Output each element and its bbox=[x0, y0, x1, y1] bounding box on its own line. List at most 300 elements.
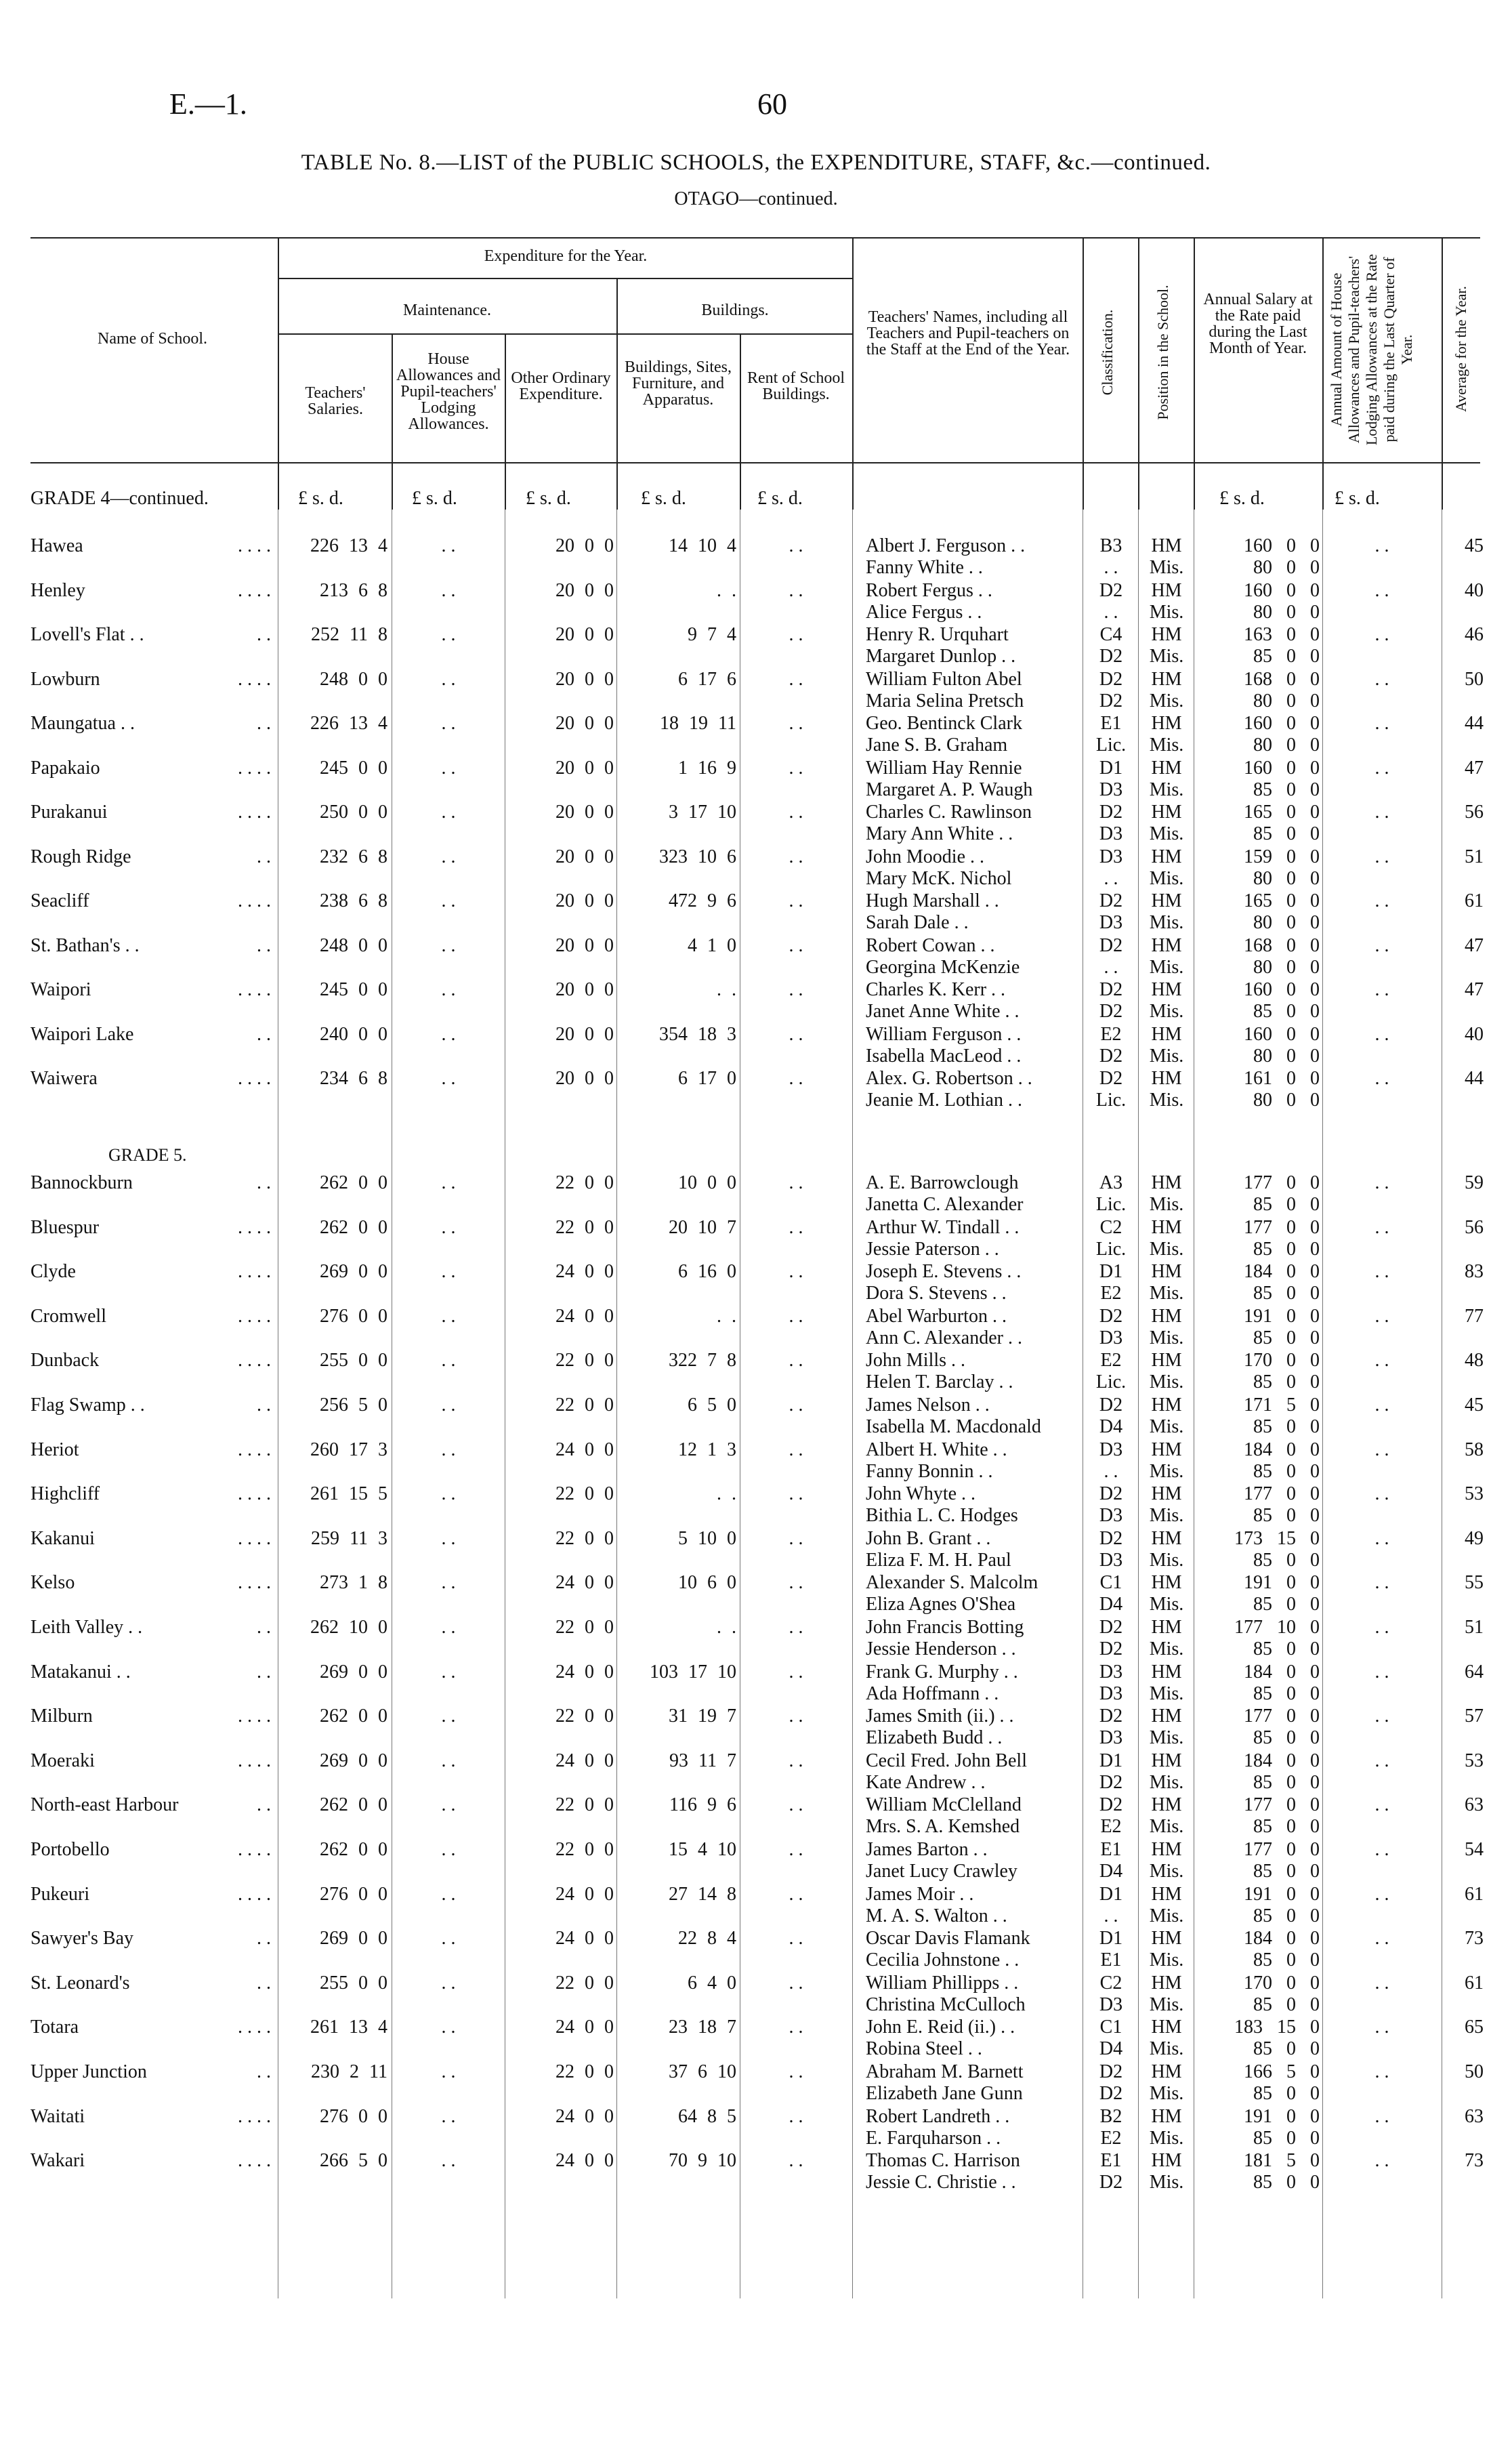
leader-dots: . . . . bbox=[238, 1439, 271, 1460]
average-attendance: 49 bbox=[1465, 1527, 1484, 1549]
head-salary: 177 10 0 bbox=[1234, 1617, 1320, 1638]
head-classification: E1 bbox=[1100, 1839, 1122, 1860]
head-position: HM bbox=[1151, 802, 1182, 823]
head-classification: D2 bbox=[1099, 979, 1123, 1000]
leader-dots: . . bbox=[257, 1172, 271, 1193]
head-teacher-name: John Whyte . . bbox=[866, 1483, 976, 1505]
school-name: Papakaio bbox=[30, 757, 100, 779]
house-allowances: . . bbox=[441, 535, 456, 556]
teachers-salaries: 276 0 0 bbox=[320, 1305, 387, 1327]
header-teachers-salaries: Teachers' Salaries. bbox=[305, 384, 366, 418]
school-name: Seacliff bbox=[30, 890, 89, 911]
buildings-expenditure: 354 18 3 bbox=[659, 1023, 736, 1045]
assistant-classification: D2 bbox=[1099, 1045, 1123, 1067]
other-expenditure: 24 0 0 bbox=[555, 1439, 614, 1460]
buildings-expenditure: 4 1 0 bbox=[688, 934, 736, 956]
assistant-teacher-name: Fanny White . . bbox=[866, 557, 983, 578]
rent: . . bbox=[789, 1661, 803, 1682]
house-allowances: . . bbox=[441, 2017, 456, 2038]
other-expenditure: 24 0 0 bbox=[555, 2105, 614, 2127]
rent: . . bbox=[789, 1172, 803, 1193]
rent: . . bbox=[789, 535, 803, 556]
average-attendance: 56 bbox=[1465, 802, 1484, 823]
head-classification: D2 bbox=[1099, 2061, 1123, 2082]
leader-dots: . . bbox=[257, 1617, 271, 1638]
average-attendance: 63 bbox=[1465, 2105, 1484, 2127]
head-position: HM bbox=[1151, 1350, 1182, 1371]
school-name: Maungatua . . bbox=[30, 713, 135, 734]
head-salary: 163 0 0 bbox=[1244, 624, 1320, 645]
other-expenditure: 20 0 0 bbox=[555, 979, 614, 1000]
head-salary: 165 0 0 bbox=[1244, 890, 1320, 911]
average-attendance: 61 bbox=[1465, 1972, 1484, 1994]
assistant-salary: 85 0 0 bbox=[1253, 1994, 1320, 2015]
col-divider bbox=[1322, 510, 1323, 2298]
annual-allowances: . . bbox=[1374, 668, 1389, 690]
other-expenditure: 20 0 0 bbox=[555, 535, 614, 556]
head-teacher-name: Alex. G. Robertson . . bbox=[866, 1068, 1032, 1089]
assistant-teacher-name: Elizabeth Jane Gunn bbox=[866, 2083, 1023, 2104]
assistant-position: Mis. bbox=[1149, 1949, 1184, 1971]
assistant-salary: 80 0 0 bbox=[1253, 956, 1320, 978]
buildings-expenditure: 18 19 11 bbox=[660, 713, 736, 734]
assistant-position: Mis. bbox=[1149, 2172, 1184, 2193]
head-position: HM bbox=[1151, 1794, 1182, 1816]
buildings-expenditure: . . bbox=[717, 979, 736, 1000]
teachers-salaries: 266 5 0 bbox=[320, 2150, 387, 2172]
annual-allowances: . . bbox=[1374, 579, 1389, 601]
head-position: HM bbox=[1151, 1617, 1182, 1638]
header-buildings-sites: Buildings, Sites, Furniture, and Apparatus. bbox=[624, 358, 732, 409]
average-attendance: 47 bbox=[1465, 934, 1484, 956]
head-position: HM bbox=[1151, 1216, 1182, 1238]
head-classification: E2 bbox=[1100, 1350, 1122, 1371]
assistant-salary: 85 0 0 bbox=[1253, 1238, 1320, 1260]
assistant-teacher-name: E. Farquharson . . bbox=[866, 2127, 1001, 2149]
assistant-salary: 85 0 0 bbox=[1253, 1505, 1320, 1527]
head-salary: 184 0 0 bbox=[1244, 1928, 1320, 1949]
other-expenditure: 20 0 0 bbox=[555, 1023, 614, 1045]
head-classification: D2 bbox=[1099, 1527, 1123, 1549]
head-position: HM bbox=[1151, 2105, 1182, 2127]
head-position: HM bbox=[1151, 1172, 1182, 1193]
leader-dots: . . . . bbox=[238, 1527, 271, 1549]
buildings-expenditure: 5 10 0 bbox=[678, 1527, 736, 1549]
assistant-classification: . . bbox=[1104, 601, 1118, 623]
other-expenditure: 20 0 0 bbox=[555, 624, 614, 645]
head-classification: D2 bbox=[1099, 1068, 1123, 1089]
assistant-classification: D4 bbox=[1099, 1861, 1123, 1882]
rent: . . bbox=[789, 1395, 803, 1416]
teachers-salaries: 234 6 8 bbox=[320, 1068, 387, 1089]
col-divider bbox=[392, 333, 393, 510]
assistant-position: Mis. bbox=[1149, 1194, 1184, 1215]
head-classification: D1 bbox=[1099, 1883, 1123, 1905]
col-divider bbox=[1138, 510, 1139, 2298]
leader-dots: . . bbox=[257, 1972, 271, 1994]
other-expenditure: 20 0 0 bbox=[555, 934, 614, 956]
head-position: HM bbox=[1151, 1706, 1182, 1727]
assistant-teacher-name: Isabella MacLeod . . bbox=[866, 1045, 1022, 1067]
assistant-classification: Lic. bbox=[1095, 735, 1127, 756]
leader-dots: . . . . bbox=[238, 1883, 271, 1905]
head-teacher-name: William Fulton Abel bbox=[866, 668, 1022, 690]
head-classification: C2 bbox=[1099, 1972, 1122, 1994]
head-salary: 184 0 0 bbox=[1244, 1439, 1320, 1460]
teachers-salaries: 261 15 5 bbox=[310, 1483, 387, 1505]
table-title: TABLE No. 8.—LIST of the PUBLIC SCHOOLS, the EXPENDITURE, STAFF, &c.—continued. bbox=[301, 150, 1211, 175]
rent: . . bbox=[789, 624, 803, 645]
assistant-position: Mis. bbox=[1149, 867, 1184, 889]
leader-dots: . . . . bbox=[238, 802, 271, 823]
head-salary: 161 0 0 bbox=[1244, 1068, 1320, 1089]
col-divider bbox=[1322, 237, 1324, 510]
assistant-teacher-name: Ann C. Alexander . . bbox=[866, 1327, 1022, 1348]
assistant-classification: D3 bbox=[1099, 1994, 1123, 2015]
assistant-salary: 85 0 0 bbox=[1253, 1771, 1320, 1793]
assistant-teacher-name: Jeanie M. Lothian . . bbox=[866, 1090, 1022, 1111]
school-name: Lowburn bbox=[30, 668, 100, 690]
teachers-salaries: 259 11 3 bbox=[311, 1527, 387, 1549]
head-teacher-name: James Smith (ii.) . . bbox=[866, 1706, 1014, 1727]
school-name: Waipori bbox=[30, 979, 91, 1000]
teachers-salaries: 245 0 0 bbox=[320, 757, 387, 779]
other-expenditure: 24 0 0 bbox=[555, 1261, 614, 1283]
head-salary: 168 0 0 bbox=[1244, 934, 1320, 956]
rent: . . bbox=[789, 713, 803, 734]
house-allowances: . . bbox=[441, 1572, 456, 1594]
school-name: Highcliff bbox=[30, 1483, 100, 1505]
house-allowances: . . bbox=[441, 1527, 456, 1549]
head-position: HM bbox=[1151, 1068, 1182, 1089]
house-allowances: . . bbox=[441, 1661, 456, 1682]
average-attendance: 58 bbox=[1465, 1439, 1484, 1460]
head-teacher-name: John Francis Botting bbox=[866, 1617, 1024, 1638]
school-name: Flag Swamp . . bbox=[30, 1395, 145, 1416]
rent: . . bbox=[789, 1305, 803, 1327]
leader-dots: . . . . bbox=[238, 1572, 271, 1594]
leader-dots: . . bbox=[257, 846, 271, 867]
buildings-expenditure: . . bbox=[717, 1483, 736, 1505]
assistant-salary: 85 0 0 bbox=[1253, 1816, 1320, 1838]
assistant-salary: 85 0 0 bbox=[1253, 1460, 1320, 1482]
head-position: HM bbox=[1151, 1305, 1182, 1327]
assistant-salary: 80 0 0 bbox=[1253, 1045, 1320, 1067]
head-position: HM bbox=[1151, 1439, 1182, 1460]
assistant-classification: D3 bbox=[1099, 1505, 1123, 1527]
assistant-position: Mis. bbox=[1149, 1905, 1184, 1926]
head-classification: D3 bbox=[1099, 1661, 1123, 1682]
head-classification: D2 bbox=[1099, 1617, 1123, 1638]
buildings-expenditure: 9 7 4 bbox=[688, 624, 736, 645]
assistant-teacher-name: Christina McCulloch bbox=[866, 1994, 1026, 2015]
leader-dots: . . . . bbox=[238, 2105, 271, 2127]
other-expenditure: 24 0 0 bbox=[555, 1750, 614, 1771]
head-classification: D1 bbox=[1099, 1261, 1123, 1283]
average-attendance: 65 bbox=[1465, 2017, 1484, 2038]
head-classification: D2 bbox=[1099, 579, 1123, 601]
school-name: Waiwera bbox=[30, 1068, 98, 1089]
assistant-classification: D2 bbox=[1099, 2083, 1123, 2104]
head-classification: D3 bbox=[1099, 1439, 1123, 1460]
rent: . . bbox=[789, 1794, 803, 1816]
house-allowances: . . bbox=[441, 1350, 456, 1371]
other-expenditure: 20 0 0 bbox=[555, 802, 614, 823]
head-salary: 184 0 0 bbox=[1244, 1661, 1320, 1682]
rent: . . bbox=[789, 1883, 803, 1905]
average-attendance: 40 bbox=[1465, 579, 1484, 601]
average-attendance: 73 bbox=[1465, 1928, 1484, 1949]
assistant-position: Mis. bbox=[1149, 1371, 1184, 1393]
house-allowances: . . bbox=[441, 668, 456, 690]
other-expenditure: 22 0 0 bbox=[555, 2061, 614, 2082]
assistant-teacher-name: Elizabeth Budd . . bbox=[866, 1727, 1003, 1749]
head-position: HM bbox=[1151, 1483, 1182, 1505]
average-attendance: 53 bbox=[1465, 1750, 1484, 1771]
leader-dots: . . . . bbox=[238, 1350, 271, 1371]
header-expenditure: Expenditure for the Year. bbox=[484, 247, 648, 265]
assistant-salary: 80 0 0 bbox=[1253, 735, 1320, 756]
annual-allowances: . . bbox=[1374, 2017, 1389, 2038]
buildings-expenditure: 103 17 10 bbox=[650, 1661, 736, 1682]
teachers-salaries: 260 17 3 bbox=[310, 1439, 387, 1460]
assistant-teacher-name: Bithia L. C. Hodges bbox=[866, 1505, 1018, 1527]
head-salary: 160 0 0 bbox=[1244, 1023, 1320, 1045]
house-allowances: . . bbox=[441, 1883, 456, 1905]
buildings-expenditure: 93 11 7 bbox=[669, 1750, 736, 1771]
average-attendance: 50 bbox=[1465, 668, 1484, 690]
assistant-position: Mis. bbox=[1149, 1727, 1184, 1749]
assistant-classification: Lic. bbox=[1095, 1238, 1127, 1260]
annual-allowances: . . bbox=[1374, 2150, 1389, 2172]
assistant-position: Mis. bbox=[1149, 1238, 1184, 1260]
assistant-teacher-name: Janet Lucy Crawley bbox=[866, 1861, 1017, 1882]
expenditure-rule bbox=[279, 278, 854, 279]
assistant-salary: 85 0 0 bbox=[1253, 1416, 1320, 1437]
head-teacher-name: Geo. Bentinck Clark bbox=[866, 713, 1022, 734]
school-name: Dunback bbox=[30, 1350, 100, 1371]
head-salary: 173 15 0 bbox=[1234, 1527, 1320, 1549]
assistant-classification: Lic. bbox=[1095, 1090, 1127, 1111]
house-allowances: . . bbox=[441, 890, 456, 911]
head-classification: D2 bbox=[1099, 668, 1123, 690]
head-classification: C1 bbox=[1099, 1572, 1122, 1594]
average-attendance: 56 bbox=[1465, 1216, 1484, 1238]
head-salary: 160 0 0 bbox=[1244, 713, 1320, 734]
buildings-expenditure: . . bbox=[717, 579, 736, 601]
buildings-expenditure: 23 18 7 bbox=[669, 2017, 736, 2038]
rent: . . bbox=[789, 1068, 803, 1089]
buildings-expenditure: 6 16 0 bbox=[678, 1261, 736, 1283]
units-annual-allowances: £ s. d. bbox=[1335, 488, 1380, 509]
house-allowances: . . bbox=[441, 579, 456, 601]
page-number: 60 bbox=[757, 87, 787, 121]
buildings-expenditure: 64 8 5 bbox=[678, 2105, 736, 2127]
assistant-position: Mis. bbox=[1149, 823, 1184, 844]
house-allowances: . . bbox=[441, 1617, 456, 1638]
house-allowances: . . bbox=[441, 713, 456, 734]
school-name: Moeraki bbox=[30, 1750, 95, 1771]
annual-allowances: . . bbox=[1374, 1928, 1389, 1949]
other-expenditure: 24 0 0 bbox=[555, 1928, 614, 1949]
assistant-classification: D3 bbox=[1099, 779, 1123, 800]
rent: . . bbox=[789, 979, 803, 1000]
house-allowances: . . bbox=[441, 1928, 456, 1949]
assistant-position: Mis. bbox=[1149, 601, 1184, 623]
header-maintenance: Maintenance. bbox=[403, 302, 491, 319]
average-attendance: 54 bbox=[1465, 1839, 1484, 1860]
annual-allowances: . . bbox=[1374, 1261, 1389, 1283]
other-expenditure: 22 0 0 bbox=[555, 1972, 614, 1994]
buildings-expenditure: 6 4 0 bbox=[688, 1972, 736, 1994]
annual-allowances: . . bbox=[1374, 1839, 1389, 1860]
other-expenditure: 24 0 0 bbox=[555, 1883, 614, 1905]
page-reference: E.—1. bbox=[169, 87, 247, 121]
assistant-position: Mis. bbox=[1149, 1460, 1184, 1482]
units-salary: £ s. d. bbox=[1219, 488, 1265, 509]
header-bottom-rule bbox=[30, 462, 1480, 463]
annual-allowances: . . bbox=[1374, 802, 1389, 823]
buildings-expenditure: 12 1 3 bbox=[678, 1439, 736, 1460]
assistant-salary: 80 0 0 bbox=[1253, 690, 1320, 711]
assistant-teacher-name: Janetta C. Alexander bbox=[866, 1194, 1024, 1215]
rent: . . bbox=[789, 1572, 803, 1594]
leader-dots: . . . . bbox=[238, 2017, 271, 2038]
assistant-teacher-name: Mary Ann White . . bbox=[866, 823, 1013, 844]
head-classification: D2 bbox=[1099, 1483, 1123, 1505]
buildings-expenditure: 323 10 6 bbox=[659, 846, 736, 867]
school-name: Upper Junction bbox=[30, 2061, 147, 2082]
head-teacher-name: William McClelland bbox=[866, 1794, 1022, 1816]
assistant-position: Mis. bbox=[1149, 1816, 1184, 1838]
head-position: HM bbox=[1151, 579, 1182, 601]
teachers-salaries: 276 0 0 bbox=[320, 2105, 387, 2127]
teachers-salaries: 262 10 0 bbox=[310, 1617, 387, 1638]
rent: . . bbox=[789, 668, 803, 690]
header-name-of-school: Name of School. bbox=[98, 330, 207, 348]
head-position: HM bbox=[1151, 2017, 1182, 2038]
assistant-salary: 80 0 0 bbox=[1253, 912, 1320, 933]
assistant-salary: 85 0 0 bbox=[1253, 1001, 1320, 1022]
rent: . . bbox=[789, 757, 803, 779]
assistant-salary: 85 0 0 bbox=[1253, 1283, 1320, 1304]
leader-dots: . . . . bbox=[238, 757, 271, 779]
teachers-salaries: 269 0 0 bbox=[320, 1750, 387, 1771]
leader-dots: . . . . bbox=[238, 1706, 271, 1727]
assistant-position: Mis. bbox=[1149, 1994, 1184, 2015]
other-expenditure: 24 0 0 bbox=[555, 1305, 614, 1327]
teachers-salaries: 262 0 0 bbox=[320, 1794, 387, 1816]
leader-dots: . . . . bbox=[238, 668, 271, 690]
assistant-classification: E2 bbox=[1100, 2127, 1122, 2149]
annual-allowances: . . bbox=[1374, 934, 1389, 956]
assistant-position: Mis. bbox=[1149, 735, 1184, 756]
average-attendance: 46 bbox=[1465, 624, 1484, 645]
head-position: HM bbox=[1151, 1839, 1182, 1860]
annual-allowances: . . bbox=[1374, 979, 1389, 1000]
head-position: HM bbox=[1151, 1261, 1182, 1283]
house-allowances: . . bbox=[441, 1706, 456, 1727]
header-position: Position in the School. bbox=[1154, 285, 1171, 420]
head-salary: 177 0 0 bbox=[1244, 1216, 1320, 1238]
other-expenditure: 22 0 0 bbox=[555, 1839, 614, 1860]
rent: . . bbox=[789, 1839, 803, 1860]
head-teacher-name: Alexander S. Malcolm bbox=[866, 1572, 1038, 1594]
buildings-expenditure: . . bbox=[717, 1617, 736, 1638]
head-teacher-name: John E. Reid (ii.) . . bbox=[866, 2017, 1015, 2038]
other-expenditure: 22 0 0 bbox=[555, 1617, 614, 1638]
other-expenditure: 24 0 0 bbox=[555, 1661, 614, 1682]
leader-dots: . . . . bbox=[238, 1068, 271, 1089]
header-teachers-names: Teachers' Names, including all Teachers and Pupil-teachers on the Staff at the End of the Year. bbox=[866, 308, 1070, 358]
head-classification: B3 bbox=[1099, 535, 1122, 556]
annual-allowances: . . bbox=[1374, 1661, 1389, 1682]
assistant-classification: D2 bbox=[1099, 690, 1123, 711]
head-salary: 159 0 0 bbox=[1244, 846, 1320, 867]
units-salaries: £ s. d. bbox=[298, 488, 343, 509]
head-position: HM bbox=[1151, 1750, 1182, 1771]
assistant-salary: 85 0 0 bbox=[1253, 1327, 1320, 1348]
col-divider bbox=[740, 333, 741, 510]
school-name: St. Bathan's . . bbox=[30, 934, 140, 956]
head-classification: D1 bbox=[1099, 757, 1123, 779]
other-expenditure: 22 0 0 bbox=[555, 1527, 614, 1549]
head-position: HM bbox=[1151, 934, 1182, 956]
head-classification: C1 bbox=[1099, 2017, 1122, 2038]
head-teacher-name: Abel Warburton . . bbox=[866, 1305, 1007, 1327]
header-buildings: Buildings. bbox=[701, 302, 769, 319]
teachers-salaries: 250 0 0 bbox=[320, 802, 387, 823]
leader-dots: . . . . bbox=[238, 535, 271, 556]
assistant-classification: . . bbox=[1104, 1905, 1118, 1926]
leader-dots: . . bbox=[257, 2061, 271, 2082]
buildings-expenditure: 10 0 0 bbox=[678, 1172, 736, 1193]
school-name: North-east Harbour bbox=[30, 1794, 179, 1816]
header-rent: Rent of School Buildings. bbox=[747, 369, 845, 403]
assistant-classification: D2 bbox=[1099, 2172, 1123, 2193]
head-salary: 166 5 0 bbox=[1244, 2061, 1320, 2082]
assistant-classification: . . bbox=[1104, 956, 1118, 978]
school-name: Purakanui bbox=[30, 802, 108, 823]
house-allowances: . . bbox=[441, 2150, 456, 2172]
head-classification: B2 bbox=[1099, 2105, 1122, 2127]
head-salary: 171 5 0 bbox=[1244, 1395, 1320, 1416]
head-salary: 191 0 0 bbox=[1244, 1305, 1320, 1327]
head-position: HM bbox=[1151, 2150, 1182, 2172]
annual-allowances: . . bbox=[1374, 846, 1389, 867]
assistant-teacher-name: Ada Hoffmann . . bbox=[866, 1682, 999, 1704]
annual-allowances: . . bbox=[1374, 713, 1389, 734]
school-name: Hawea bbox=[30, 535, 83, 556]
school-name: Wakari bbox=[30, 2150, 85, 2172]
assistant-position: Mis. bbox=[1149, 1327, 1184, 1348]
assistant-classification: . . bbox=[1104, 557, 1118, 578]
rent: . . bbox=[789, 1023, 803, 1045]
other-expenditure: 22 0 0 bbox=[555, 1216, 614, 1238]
school-name: Clyde bbox=[30, 1261, 76, 1283]
head-position: HM bbox=[1151, 535, 1182, 556]
leader-dots: . . . . bbox=[238, 2150, 271, 2172]
average-attendance: 55 bbox=[1465, 1572, 1484, 1594]
assistant-salary: 85 0 0 bbox=[1253, 1949, 1320, 1971]
average-attendance: 40 bbox=[1465, 1023, 1484, 1045]
school-name: Henley bbox=[30, 579, 85, 601]
assistant-salary: 85 0 0 bbox=[1253, 2038, 1320, 2060]
head-position: HM bbox=[1151, 1928, 1182, 1949]
rent: . . bbox=[789, 2150, 803, 2172]
school-name: Pukeuri bbox=[30, 1883, 90, 1905]
average-attendance: 44 bbox=[1465, 1068, 1484, 1089]
